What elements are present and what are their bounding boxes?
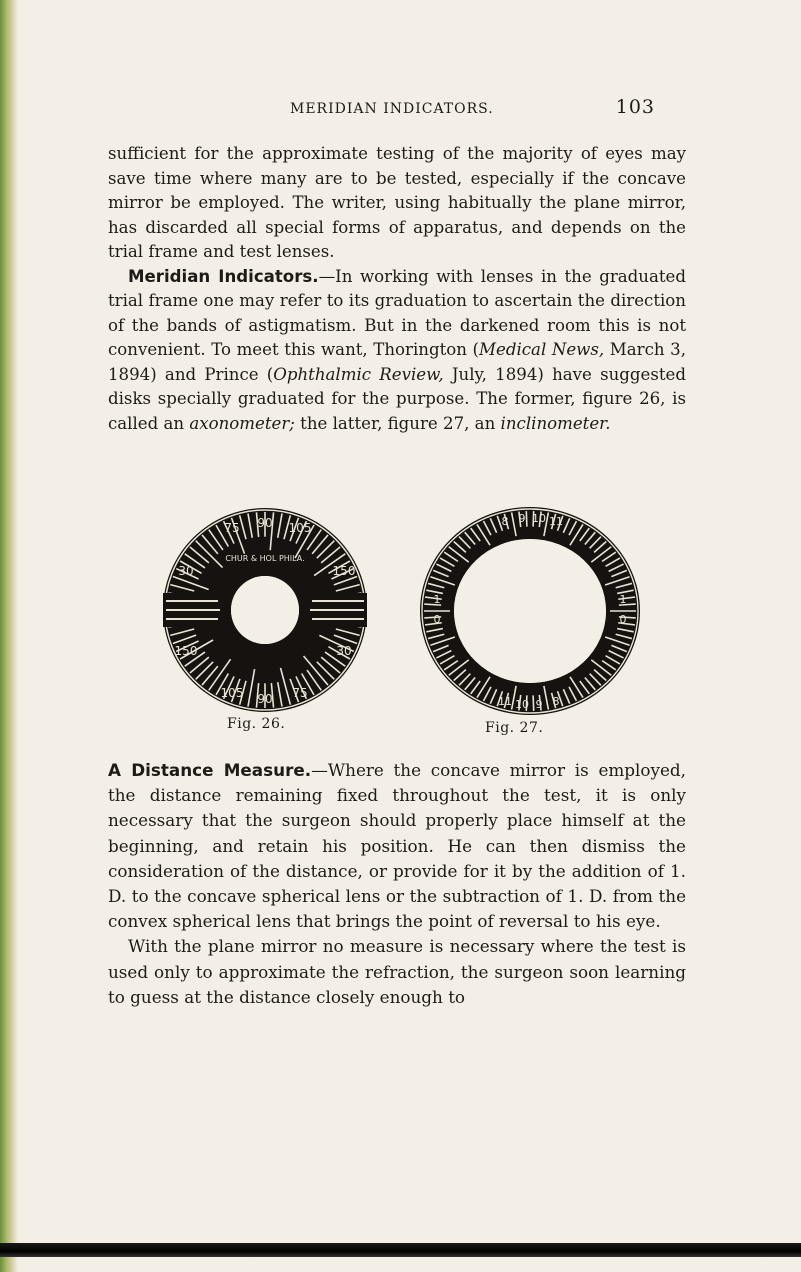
citation-medical-news: Medical News, <box>479 340 605 359</box>
paragraph-text: —In working with lenses in the graduated trial frame one may refer to its graduation to ascertain the direction of the bands of astigmatism. But in the darkened room this is not convenient. To meet this want, Thorington ( <box>108 266 686 359</box>
fig27-top-label: 10 <box>532 512 546 525</box>
paragraph-plane-mirror: With the plane mirror no measure is necessary where the test is used only to approximate the refraction, the surgeon soon learning to guess at the distance closely enough to <box>108 936 686 1007</box>
fig26-side-label: 30 <box>178 564 194 578</box>
fig27-side-label: 0 <box>433 613 441 626</box>
page-header <box>290 96 655 118</box>
figure-27-inclinometer-disk <box>417 505 643 717</box>
section-heading-distance-measure: A Distance Measure. <box>108 760 312 780</box>
figure-27-caption: Fig. 27. <box>485 720 544 736</box>
fig27-top-label: 8 <box>501 515 509 528</box>
section-heading-meridian-indicators: Meridian Indicators. <box>128 266 319 286</box>
disk-center-aperture <box>454 539 606 683</box>
paragraph-continuation: sufficient for the approximate testing of the majority of eyes may save time where many are to be tested, especially if the concave mirror be employed. The writer, using habitually the plane mirror, has discarded all special forms of apparatus, and depends on the trial frame and test lenses. <box>108 144 686 261</box>
page-number: 103 <box>615 96 655 118</box>
paragraph-text: July, 1894) have suggested disks specially graduated for the purpose. The former, figure 26, is called an <box>108 364 686 433</box>
graduation-tick <box>533 695 534 711</box>
term-inclinometer: inclinometer. <box>500 413 611 433</box>
fig27-top-label: 9 <box>518 512 526 525</box>
fig26-top-label: 105 <box>288 521 312 535</box>
paragraph-meridian-indicators <box>108 265 686 437</box>
book-binding-edge <box>0 0 18 1272</box>
fig27-side-label: 0 <box>619 613 627 626</box>
fig26-side-label: 150 <box>174 644 198 658</box>
fig26-bottom-label: 75 <box>292 686 308 700</box>
running-head: MERIDIAN INDICATORS. <box>290 101 494 117</box>
fig26-maker-mark: CHUR & HOL PHILA. <box>225 554 305 563</box>
citation-ophthalmic-review: Ophthalmic Review, <box>273 364 444 384</box>
fig26-side-label: 150 <box>332 564 356 578</box>
fig27-side-label: 1 <box>619 593 627 606</box>
fig27-bottom-label: 9 <box>535 698 543 711</box>
paragraph-text: —Where the concave mirror is employed, the distance remaining fixed throughout the test, it is only necessary that the surgeon should properly place himself at the beginning, and retain his position. He can then dismiss the consideration of the distance, or provide for it by the addition of 1. D. to the concave spherical lens or the subtraction of 1. D. from the convex spherical lens that brings the point of reversal to his eye. <box>108 760 686 932</box>
fig27-side-label: 1 <box>433 593 441 606</box>
fig26-bottom-label: 90 <box>257 692 273 706</box>
fig27-top-label: 11 <box>549 515 563 528</box>
text-block-upper <box>108 142 686 436</box>
term-axonometer: axonometer; <box>189 413 295 433</box>
fig27-bottom-label: 8 <box>552 695 560 708</box>
graduation-tick <box>526 511 527 527</box>
paragraph-text: March 3, 1894) and Prince ( <box>108 340 687 384</box>
figure-26-axonometer-disk <box>160 505 370 715</box>
fig27-bottom-label: 11 <box>498 695 512 708</box>
figure-26-caption: Fig. 26. <box>227 716 286 732</box>
text-block-lower <box>108 758 686 1010</box>
disk-center-aperture <box>231 576 299 644</box>
fig26-top-label: 75 <box>224 521 240 535</box>
fig26-side-label: 30 <box>336 644 352 658</box>
page-bottom-edge <box>0 1243 801 1257</box>
fig27-bottom-label: 10 <box>515 698 529 711</box>
fig26-bottom-label: 105 <box>220 686 244 700</box>
paragraph-distance-measure <box>108 758 686 934</box>
fig26-top-label: 90 <box>257 516 273 530</box>
paragraph-text: the latter, figure 27, an <box>294 413 501 433</box>
